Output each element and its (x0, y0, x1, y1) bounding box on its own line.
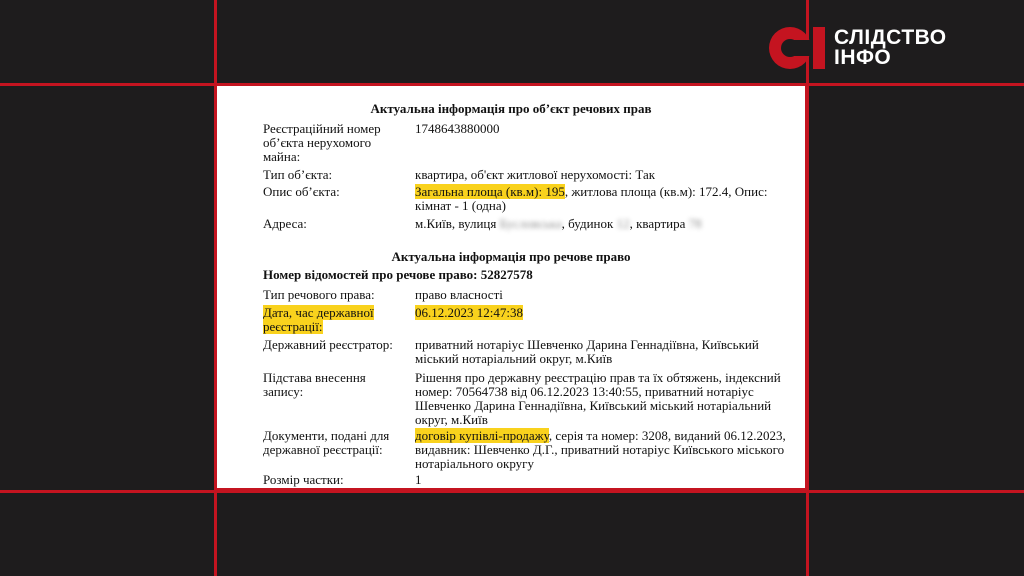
address-house-redacted: 12 (616, 216, 630, 231)
object-description-label: Опис об’єкта: (263, 184, 340, 199)
reg-number-value: 1748643880000 (415, 121, 500, 136)
registration-date-value-highlight: 06.12.2023 12:47:38 (415, 305, 523, 320)
logo-wordmark (834, 28, 947, 68)
share-size-value: 1 (415, 472, 422, 487)
address-house-label: , будинок (561, 216, 614, 231)
slidstvo-info-logo[interactable] (766, 24, 947, 72)
object-description-rest: , житлова площа (кв.м): 172.4, Опис: кімнат - 1 (одна) (415, 184, 768, 213)
registry-document (215, 84, 807, 490)
record-number: Номер відомостей про речове право: 52827578 (263, 267, 533, 282)
basis-value: Рішення про державну реєстрацію прав та їх обтяжень, індексний номер: 70564738 від 06.12.2023 13:40:55, приватний нотаріус Шевченко Дарина Геннадіївна, Київський міський нотаріальний округ, м.Київ (415, 370, 781, 427)
right-type-value: право власності (415, 287, 503, 302)
documents-value-rest: , серія та номер: 3208, виданий 06.12.2023, видавник: Шевченко Д.Г., приватний нотаріус Київського міського нотаріального округу (415, 428, 786, 471)
share-size-label: Розмір частки: (263, 472, 344, 487)
address-city: м.Київ, вулиця (415, 216, 497, 231)
logo-line-1: СЛІДСТВО (834, 26, 947, 49)
registration-date-label (263, 306, 403, 334)
documents-label: Документи, подані для державної реєстрації: (263, 428, 390, 457)
reg-number-label: Реєстраційний номер об’єкта нерухомого майна: (263, 121, 381, 164)
frame-line-horizontal-bottom (0, 490, 1024, 493)
object-description-value (415, 185, 795, 213)
section-title-right: Актуальна інформація про речове право (391, 249, 631, 264)
address-value (415, 217, 795, 231)
address-street-redacted: Бусловська (499, 216, 562, 231)
sale-contract-highlight: договір купівлі-продажу (415, 428, 549, 443)
logo-line-2: ІНФО (834, 46, 892, 69)
address-apartment-redacted: 78 (688, 216, 702, 231)
address-apartment-label: , квартира (629, 216, 686, 231)
basis-label: Підстава внесення запису: (263, 370, 366, 399)
documents-value (415, 429, 795, 471)
address-label: Адреса: (263, 216, 307, 231)
total-area-highlight: Загальна площа (кв.м): 195 (415, 184, 565, 199)
registrar-value: приватний нотаріус Шевченко Дарина Геннадіївна, Київський міський нотаріальний округ, м.Київ (415, 337, 759, 366)
logo-mark-text: СІ (766, 24, 767, 25)
registration-date-value (415, 306, 795, 320)
logo-mark-icon (766, 24, 828, 72)
object-type-label: Тип об’єкта: (263, 167, 333, 182)
section-title-object: Актуальна інформація про об’єкт речових прав (370, 101, 652, 116)
registrar-label: Державний реєстратор: (263, 337, 393, 352)
right-type-label: Тип речового права: (263, 287, 375, 302)
registration-date-label-highlight: Дата, час державної реєстрації: (263, 305, 374, 334)
object-type-value: квартира, об'єкт житлової нерухомості: Так (415, 167, 656, 182)
